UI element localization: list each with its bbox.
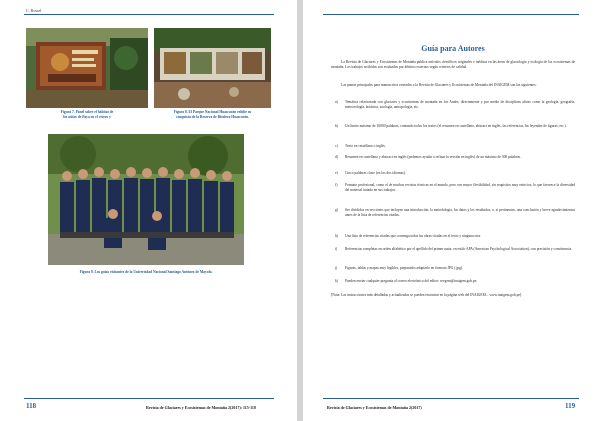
figure-8-caption: Figura 8. El Parque Nacional Huascarán exhibe su conquista de la Reserva de Biósfera Huascarán. bbox=[173, 110, 252, 119]
guideline-item: h) Una lista de referencias citadas que contenga todas las obras citadas en el texto y ninguna otra. bbox=[335, 234, 482, 238]
page-number-right: 119 bbox=[565, 402, 576, 410]
left-page bbox=[0, 0, 297, 421]
figure-7-photo bbox=[26, 28, 148, 108]
guideline-item: b) Un límite máximo de 10000 palabras, contando todos los textos (el resumen en castellano, abstract en inglés, las referencias, las leyendas de figuras, etc.). bbox=[335, 124, 567, 128]
guideline-item: e) Cinco palabras clave (en los dos idiomas). bbox=[335, 171, 406, 175]
header-rule-right bbox=[323, 14, 579, 15]
guideline-item: g) Ser divididos en secciones que incluyen una introducción, la metodología, los datos y los resultados, o, si pertinentes, una conclusión y breve agradecimientos antes de la lista de referencias citadas. bbox=[335, 208, 575, 217]
footer-right: Revista de Glaciares y Ecosistemas de Montaña 2(2017) bbox=[327, 405, 422, 410]
header-rule bbox=[24, 14, 274, 15]
right-page bbox=[303, 0, 600, 421]
guideline-item: a) Temática relacionada con glaciares y ecosistemas de montaña en los Andes, directamente y por medio de disciplinas afines como la geología, geografía, meteorología, botánica, zoología, antropología, etc. bbox=[335, 100, 575, 109]
guideline-item: f) Formato profesional, como el de muchas revistas técnicas en el mundo, pero con mayor flexibilidad, sin requisitos muy estrictos, lo que favorece la diversidad del material tratado en sus trabajos. bbox=[335, 183, 575, 192]
figure-7-caption: Figura 7. Panel sobre el hábitat de los ositos de Paya en el vivero y bbox=[60, 110, 114, 119]
guideline-item: k) Pueden enviar cualquier pregunta al correo electrónico del editor: revgem@inaigem.gob.pe. bbox=[335, 279, 478, 283]
guideline-item: i) Referencias completas en orden alfabético por el apellido del primer autor, en estilo APA (American Psychological Association), con precisión y consistencia. bbox=[335, 247, 572, 251]
running-head: C. Rossel bbox=[26, 8, 42, 13]
figure-9-photo bbox=[48, 134, 244, 265]
footer-left: Revista de Glaciares y Ecosistemas de Montaña 2(2017): 115-118 bbox=[146, 405, 256, 410]
figure-8-photo bbox=[154, 28, 271, 108]
guideline-item: j) Figuras, tablas y mapas muy legibles, preparados adaptarlo en formato JPG (.jpg). bbox=[335, 266, 464, 270]
footer-rule bbox=[24, 398, 274, 399]
page-title: Guía para Autores bbox=[421, 44, 485, 53]
note-paragraph: [Nota: Las instrucciones más detalladas y actualizadas se pueden encontrar en la página web del INAIGEM – www.inaigem.gob.pe]. bbox=[331, 293, 523, 297]
guideline-item: d) Resumen en castellano y abstract en inglés (podemos ayudar a refinar la versión en inglés) de un máximo de 300 palabras. bbox=[335, 155, 521, 159]
figure-9-caption: Figura 9. Los guías visitantes de la Universidad Nacional Santiago Antúnez de Mayolo. bbox=[79, 270, 213, 274]
intro-paragraph: La Revista de Glaciares y Ecosistemas de Montaña publica artículos científicos originales e inéditos en las áreas de glaciología y ecología de los ecosistemas de montaña. Los trabajos recibidos son evaluados por árbitros externos según criterios de calidad. bbox=[331, 60, 575, 69]
footer-rule-right bbox=[323, 398, 579, 399]
intro-paragraph-2: Las pautas principales para manuscritos enviados a la Revista de Glaciares y Ecosistemas de Montaña del INAIGEM son las siguientes: bbox=[341, 83, 537, 87]
page-number-left: 118 bbox=[26, 402, 37, 410]
guideline-item: c) Texto en castellano o inglés. bbox=[335, 144, 386, 148]
